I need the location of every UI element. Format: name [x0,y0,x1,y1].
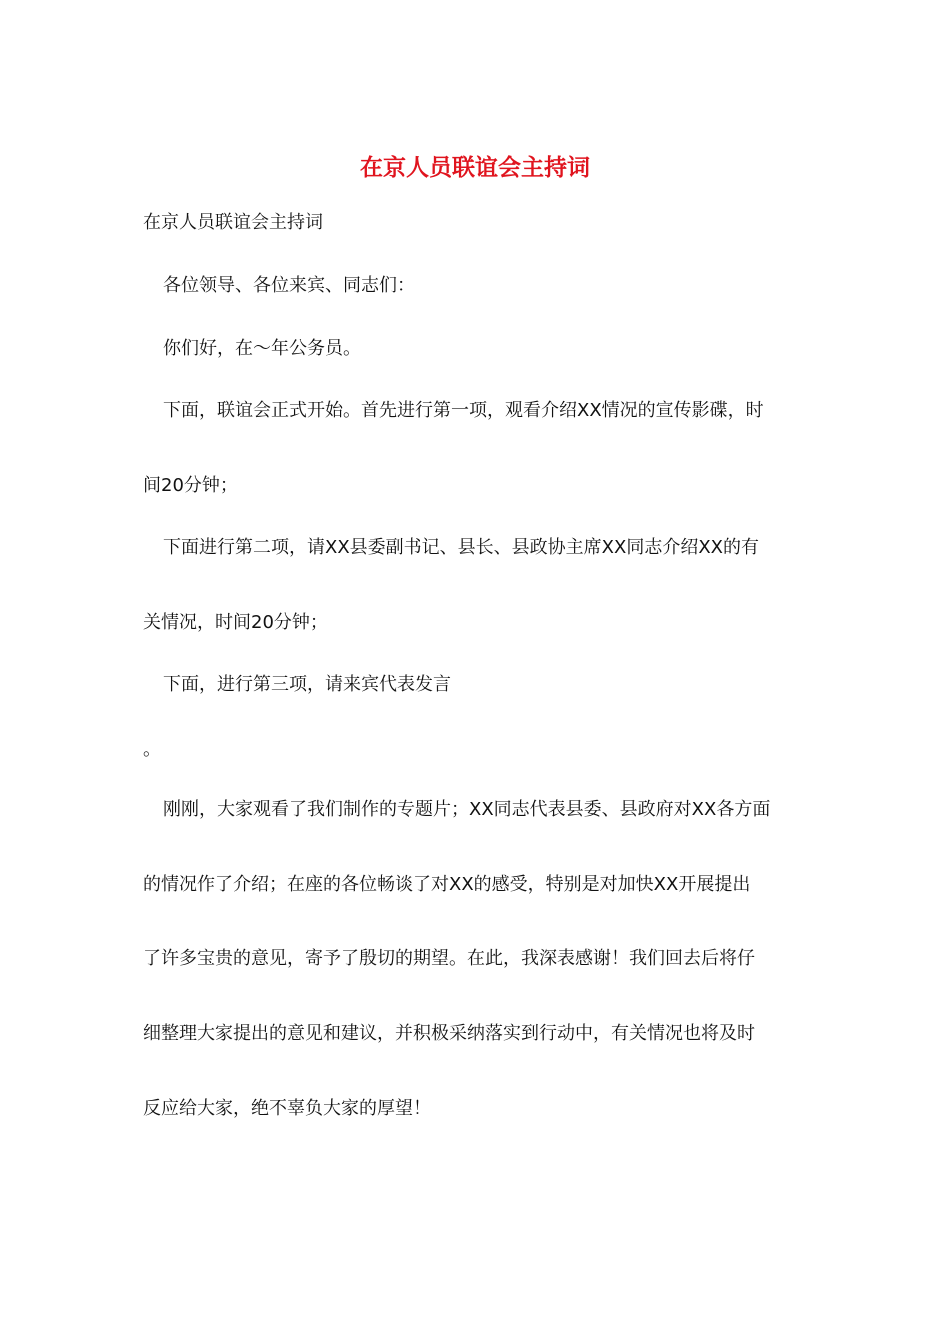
paragraph-line: 的情况作了介绍；在座的各位畅谈了对XX的感受，特别是对加快XX开展提出 [143,874,751,895]
paragraph-line: 。 [143,739,161,760]
paragraph-line: 下面，进行第三项，请来宾代表发言 [163,674,451,695]
paragraph-line: 你们好，在～年公务员。 [163,338,361,359]
greeting-line: 各位领导、各位来宾、同志们： [163,275,415,296]
paragraph-line: 下面，联谊会正式开始。首先进行第一项，观看介绍XX情况的宣传影碟，时 [163,400,764,421]
paragraph-line: 关情况，时间20分钟； [143,612,328,633]
paragraph-line: 了许多宝贵的意见，寄予了殷切的期望。在此，我深表感谢！我们回去后将仔 [143,948,755,969]
document-title: 在京人员联谊会主持词 [360,154,590,181]
paragraph-line: 刚刚，大家观看了我们制作的专题片；XX同志代表县委、县政府对XX各方面 [163,799,771,820]
paragraph-line: 反应给大家，绝不辜负大家的厚望！ [143,1098,431,1119]
subtitle-line: 在京人员联谊会主持词 [143,212,323,233]
paragraph-line: 间20分钟； [143,475,238,496]
paragraph-line: 细整理大家提出的意见和建议，并积极采纳落实到行动中，有关情况也将及时 [143,1023,755,1044]
paragraph-line: 下面进行第二项，请XX县委副书记、县长、县政协主席XX同志介绍XX的有 [163,537,759,558]
